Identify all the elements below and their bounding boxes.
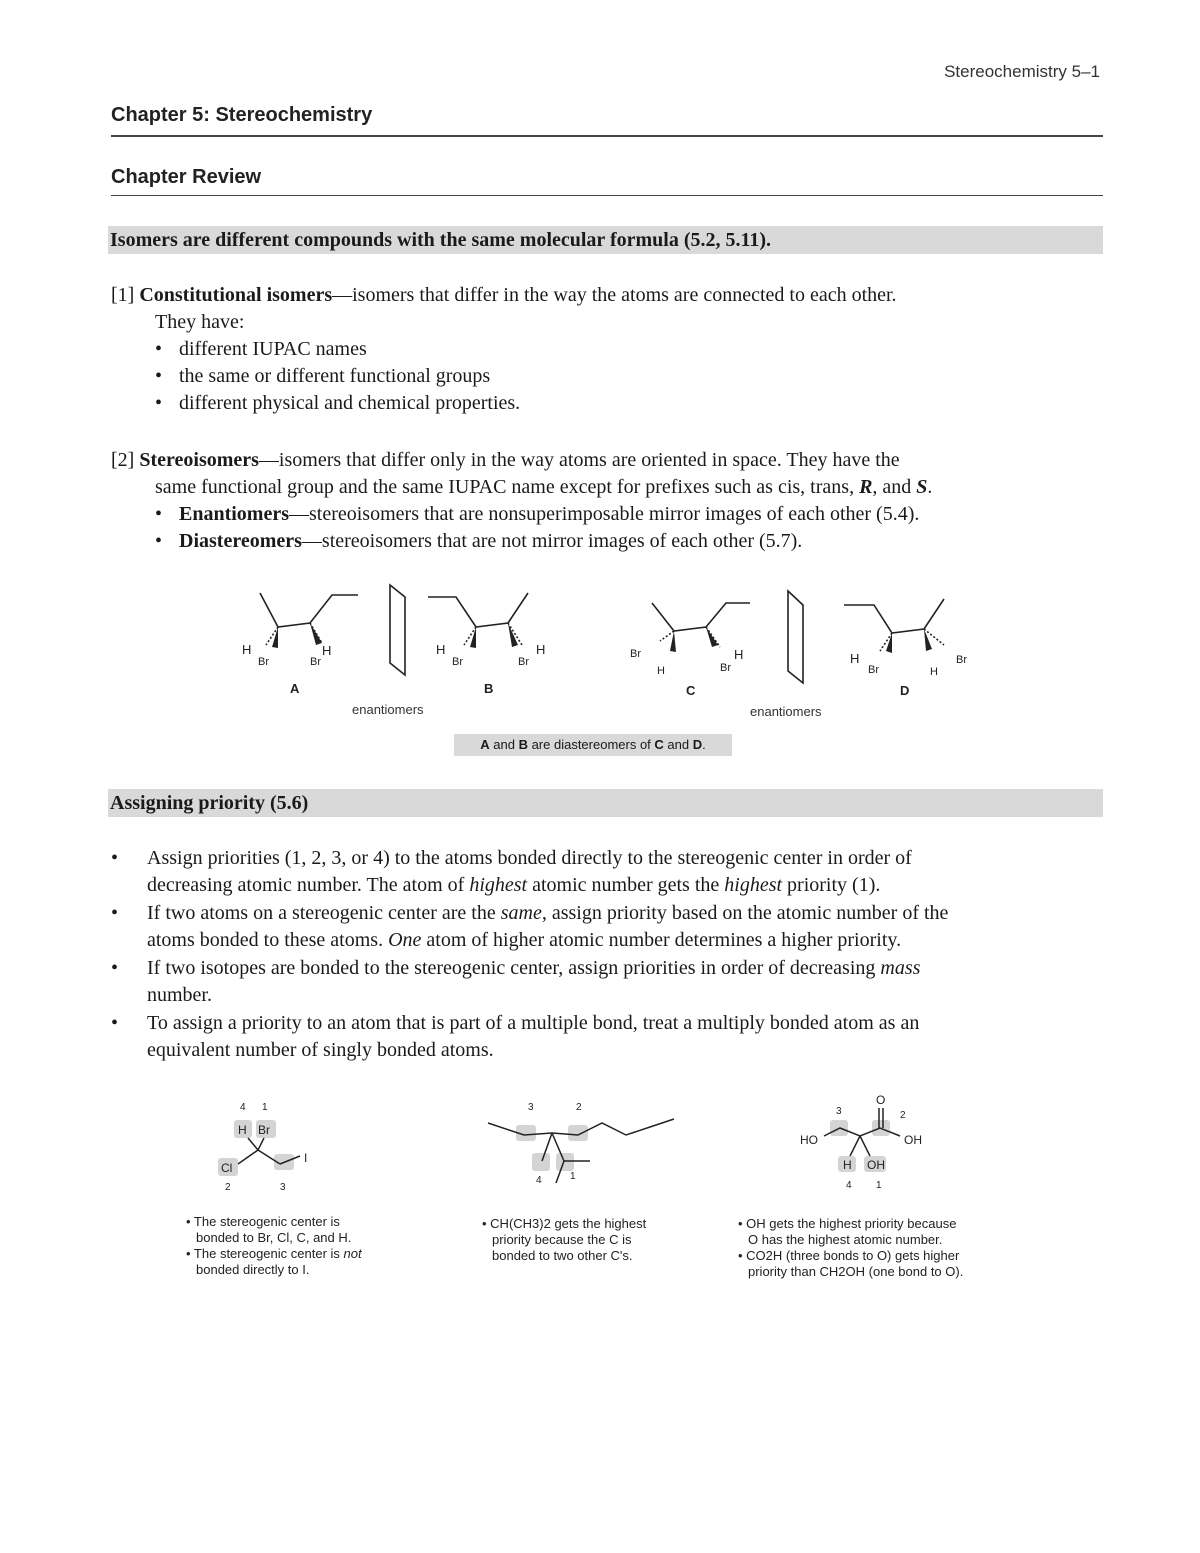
note-line: priority than CH2OH (one bond to O). <box>748 1264 964 1279</box>
note-line: bonded to two other C's. <box>492 1248 633 1263</box>
atom-label: Br <box>258 1123 270 1137</box>
diastereomers-caption <box>454 734 732 756</box>
highlight <box>568 1125 588 1141</box>
mirror-icon <box>390 585 405 675</box>
list-item-text: equivalent number of singly bonded atoms. <box>147 1039 494 1061</box>
priority-number: 1 <box>262 1102 268 1113</box>
definition: —isomers that differ only in the way atoms are oriented in space. They have the <box>258 449 900 471</box>
bond <box>850 1136 860 1156</box>
list-item: • Diastereomers—stereoisomers that are not mirror images of each other (5.7). <box>155 530 803 552</box>
emphasis: highest <box>724 874 783 896</box>
prefix-r: R <box>859 476 873 498</box>
molecule-b-backbone <box>428 593 528 627</box>
list-item-text: atom of higher atomic number determines a higher priority. <box>421 929 902 951</box>
mirror-icon <box>788 591 803 683</box>
atom-label: H <box>734 647 744 662</box>
wedge-bond <box>508 623 518 647</box>
caption-text: D <box>692 737 703 752</box>
page-header: Stereochemistry 5–1 <box>944 62 1100 81</box>
atom-label: H <box>242 642 252 657</box>
bond <box>238 1150 258 1164</box>
term-enantiomers: Enantiomers <box>179 503 289 525</box>
list-item-text: atoms bonded to these atoms. <box>147 929 389 951</box>
hashed-bond <box>660 631 674 641</box>
atom-label: I <box>304 1151 308 1165</box>
caption-text: A <box>480 737 490 752</box>
priority-number: 1 <box>876 1180 882 1190</box>
stereoisomer-figure <box>200 575 1000 725</box>
priority-number: 1 <box>570 1171 576 1182</box>
list-item-text: Assign priorities (1, 2, 3, or 4) to the atoms bonded directly to the stereogenic center in order of <box>147 847 912 869</box>
atom-label: Br <box>452 656 463 668</box>
list-item-text: different IUPAC names <box>179 338 367 360</box>
term-stereoisomers: Stereoisomers <box>139 449 259 471</box>
note-line: • OH gets the highest priority because <box>738 1216 957 1231</box>
priority-number: 3 <box>528 1102 534 1113</box>
atom-label: H <box>930 666 938 678</box>
note-line: • The stereogenic center is <box>186 1246 344 1261</box>
priority-number: 2 <box>225 1182 231 1193</box>
note-line: bonded to Br, Cl, C, and H. <box>196 1230 352 1245</box>
item-constitutional <box>111 282 897 309</box>
example-2-note <box>482 1216 702 1264</box>
label-d: D <box>900 683 910 698</box>
atom-label: H <box>657 665 665 677</box>
atom-label: Br <box>518 656 529 668</box>
list-item-text: number. <box>147 984 212 1006</box>
atom-label: H <box>536 642 546 657</box>
atom-label: Br <box>258 656 269 668</box>
highlight <box>556 1153 574 1171</box>
emphasis: highest <box>469 874 528 896</box>
item-stereoisomers <box>111 447 900 474</box>
emphasis: One <box>388 929 422 951</box>
list-item-text: the same or different functional groups <box>179 365 491 387</box>
bond <box>860 1136 870 1156</box>
note-line: • CH(CH3)2 gets the highest <box>482 1216 647 1231</box>
priority-number: 3 <box>280 1182 286 1193</box>
term-constitutional: Constitutional isomers <box>139 284 333 306</box>
continuation-text: , and <box>872 476 917 498</box>
note-line: • CO2H (three bonds to O) gets higher <box>738 1248 960 1263</box>
enantiomers-label: enantiomers <box>750 704 822 719</box>
label-a: A <box>290 681 300 696</box>
wedge-bond <box>310 623 322 645</box>
priority-number: 4 <box>536 1175 542 1186</box>
list-item-text: —stereoisomers that are not mirror images of each other (5.7). <box>301 530 803 552</box>
title-rule <box>111 135 1103 137</box>
definition: —isomers that differ in the way the atoms are connected to each other. <box>332 284 897 306</box>
priority-example-2 <box>480 1095 690 1195</box>
priority-example-1 <box>210 1100 330 1200</box>
caption-text: B <box>518 737 528 752</box>
section-heading-isomers: Isomers are different compounds with the same molecular formula (5.2, 5.11). <box>108 226 1103 254</box>
list-item: • Assign priorities (1, 2, 3, or 4) to the atoms bonded directly to the stereogenic center in order of decreasing atomic number. The atom of highest atomic number gets the highest priority (1). <box>111 847 912 896</box>
priority-number: 2 <box>900 1110 906 1121</box>
chapter-review-heading: Chapter Review <box>111 166 262 188</box>
item-number: [2] <box>111 449 135 471</box>
atom-label: Br <box>720 662 731 674</box>
list-item-text: decreasing atomic number. The atom of <box>147 874 470 896</box>
atom-label: Cl <box>221 1161 233 1175</box>
list-item: • To assign a priority to an atom that is part of a multiple bond, treat a multiply bonded atom as an equivalent number of singly bonded atoms. <box>111 1012 920 1061</box>
caption-text: . <box>702 737 706 752</box>
continuation-text: . <box>927 476 933 498</box>
atom-label: HO <box>800 1133 818 1147</box>
item-number: [1] <box>111 284 135 306</box>
list-item-text: assign priority based on the atomic number of the <box>546 902 949 924</box>
atom-label: O <box>876 1093 886 1107</box>
priority-number: 3 <box>836 1106 842 1117</box>
item-continuation <box>155 474 932 501</box>
atom-label: Br <box>956 654 967 666</box>
list-item-text: To assign a priority to an atom that is part of a multiple bond, treat a multiply bonded atom as an <box>147 1012 920 1034</box>
molecule-c-backbone <box>652 603 750 631</box>
caption-text: and <box>489 737 519 752</box>
bond <box>248 1138 258 1150</box>
note-line: bonded directly to I. <box>196 1262 310 1277</box>
note-line: • The stereogenic center is <box>186 1214 340 1229</box>
atom-label: H <box>850 651 860 666</box>
list-item-text: —stereoisomers that are nonsuperimposable mirror images of each other (5.4). <box>289 503 920 525</box>
list-item: • If two isotopes are bonded to the stereogenic center, assign priorities in order of decreasing mass number. <box>111 957 921 1006</box>
atom-label: Br <box>868 664 879 676</box>
atom-label: Br <box>310 656 321 668</box>
emphasis: not <box>343 1246 362 1261</box>
priority-number: 2 <box>576 1102 582 1113</box>
list-item-text: different physical and chemical properties. <box>179 392 521 414</box>
list-item: • If two atoms on a stereogenic center are the same, assign priority based on the atomic number of the atoms bonded to these atoms. One atom of higher atomic number determines a higher priority. <box>111 902 949 951</box>
review-rule <box>111 195 1103 196</box>
emphasis: same, <box>500 902 547 924</box>
section-heading-priority: Assigning priority (5.6) <box>108 789 1103 817</box>
note-line: priority because the C is <box>492 1232 632 1247</box>
list-item-text: If two isotopes are bonded to the stereogenic center, assign priorities in order of decreasing <box>147 957 881 979</box>
bond <box>258 1138 264 1150</box>
example-1-note <box>186 1214 426 1278</box>
priority-example-3 <box>790 1090 950 1190</box>
molecule-a-backbone <box>260 593 358 627</box>
list-item-text: atomic number gets the <box>527 874 725 896</box>
wedge-bonds <box>272 623 932 653</box>
prefix-s: S <box>916 476 928 498</box>
list-item-text: If two atoms on a stereogenic center are the <box>147 902 501 924</box>
atom-label: Br <box>630 648 641 660</box>
atom-label: H <box>843 1158 852 1172</box>
wedge-bond <box>706 627 718 647</box>
atom-label: OH <box>867 1158 885 1172</box>
molecule-d-backbone <box>844 599 944 633</box>
list-item: • Enantiomers—stereoisomers that are nonsuperimposable mirror images of each other (5.4). <box>155 503 920 525</box>
atom-label: H <box>322 643 332 658</box>
example-3-note <box>738 1216 1028 1280</box>
list-item: • different IUPAC names <box>155 338 367 360</box>
atom-label: H <box>238 1123 247 1137</box>
priority-number: 4 <box>846 1180 852 1190</box>
enantiomers-label: enantiomers <box>352 702 424 717</box>
emphasis: mass <box>880 957 921 979</box>
caption-text: are diastereomers of <box>527 737 655 752</box>
list-item-text: priority (1). <box>782 874 881 896</box>
label-b: B <box>484 681 494 696</box>
atom-label: H <box>436 642 446 657</box>
highlight <box>532 1153 550 1171</box>
note-line: O has the highest atomic number. <box>748 1232 943 1247</box>
atom-label: OH <box>904 1133 922 1147</box>
caption-text: and <box>663 737 693 752</box>
caption-text: C <box>654 737 664 752</box>
list-item: • different physical and chemical properties. <box>155 392 521 414</box>
label-c: C <box>686 683 696 698</box>
priority-number: 4 <box>240 1102 246 1113</box>
item-continuation: They have: <box>155 311 245 333</box>
term-diastereomers: Diastereomers <box>179 530 302 552</box>
wedge-bond <box>886 633 892 653</box>
continuation-text: same functional group and the same IUPAC name except for prefixes such as cis, trans, <box>155 476 860 498</box>
list-item: • the same or different functional groups <box>155 365 491 387</box>
chapter-title: Chapter 5: Stereochemistry <box>111 104 373 126</box>
